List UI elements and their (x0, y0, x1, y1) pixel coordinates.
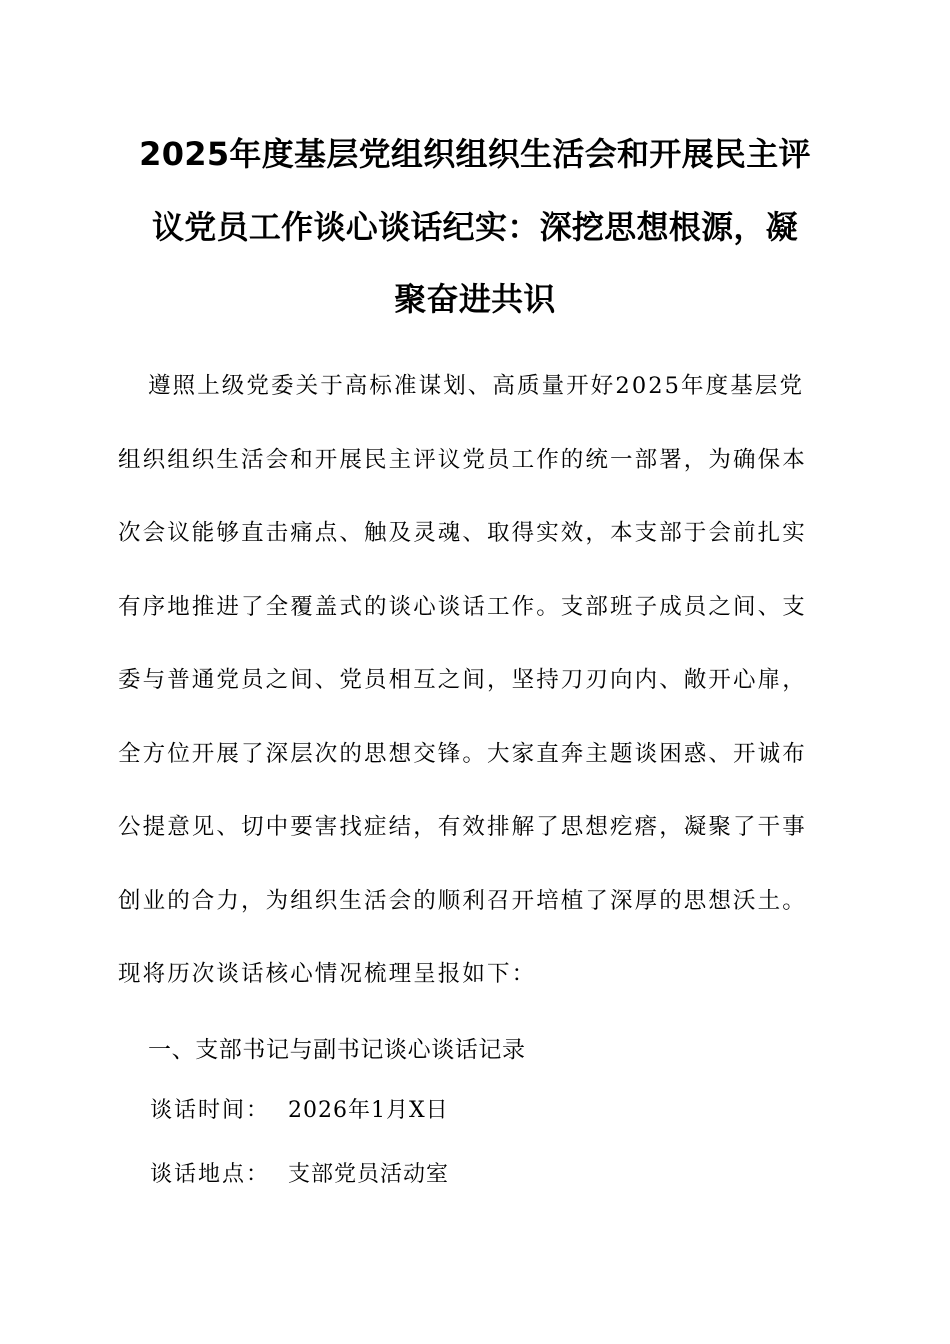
paragraph-line: 委与普通党员之间、党员相互之间，坚持刀刃向内、敞开心扉， (118, 667, 807, 693)
title-line-3: 聚奋进共识 (394, 280, 556, 318)
talk-time-value: 2026年1月X日 (288, 1098, 449, 1123)
talk-place-label: 谈话地点： (150, 1162, 271, 1187)
paragraph-line: 创业的合力，为组织生活会的顺利召开培植了深厚的思想沃土。 (118, 887, 807, 914)
paragraph-line: 有序地推进了全覆盖式的谈心谈话工作。支部班子成员之间、支 (118, 593, 807, 620)
paragraph-line: 组织组织生活会和开展民主评议党员工作的统一部署，为确保本 (118, 446, 807, 473)
paragraph-line: 次会议能够直击痛点、触及灵魂、取得实效，本支部于会前扎实 (118, 520, 807, 546)
title-line-2: 议党员工作谈心谈话纪实：深挖思想根源，凝 (151, 207, 798, 246)
document-title (118, 118, 832, 336)
title-line-1: 2025年度基层党组织组织生活会和开展民主评 (139, 135, 811, 173)
paragraph-line: 公提意见、切中要害找症结，有效排解了思想疙瘩，凝聚了干事 (118, 814, 807, 840)
paragraph-line: 遵照上级党委关于高标准谋划、高质量开好2025年度基层党 (148, 373, 805, 399)
section-heading: 一、支部书记与副书记谈心谈话记录 (148, 1037, 526, 1063)
talk-place-value: 支部党员活动室 (288, 1162, 450, 1187)
intro-paragraph (118, 350, 834, 1012)
talk-time-row (150, 1093, 449, 1129)
talk-place-row (150, 1157, 449, 1193)
talk-time-label: 谈话时间： (150, 1098, 271, 1123)
paragraph-line: 全方位开展了深层次的思想交锋。大家直奔主题谈困惑、开诚布 (118, 740, 807, 767)
paragraph-line: 现将历次谈话核心情况梳理呈报如下： (118, 961, 537, 987)
